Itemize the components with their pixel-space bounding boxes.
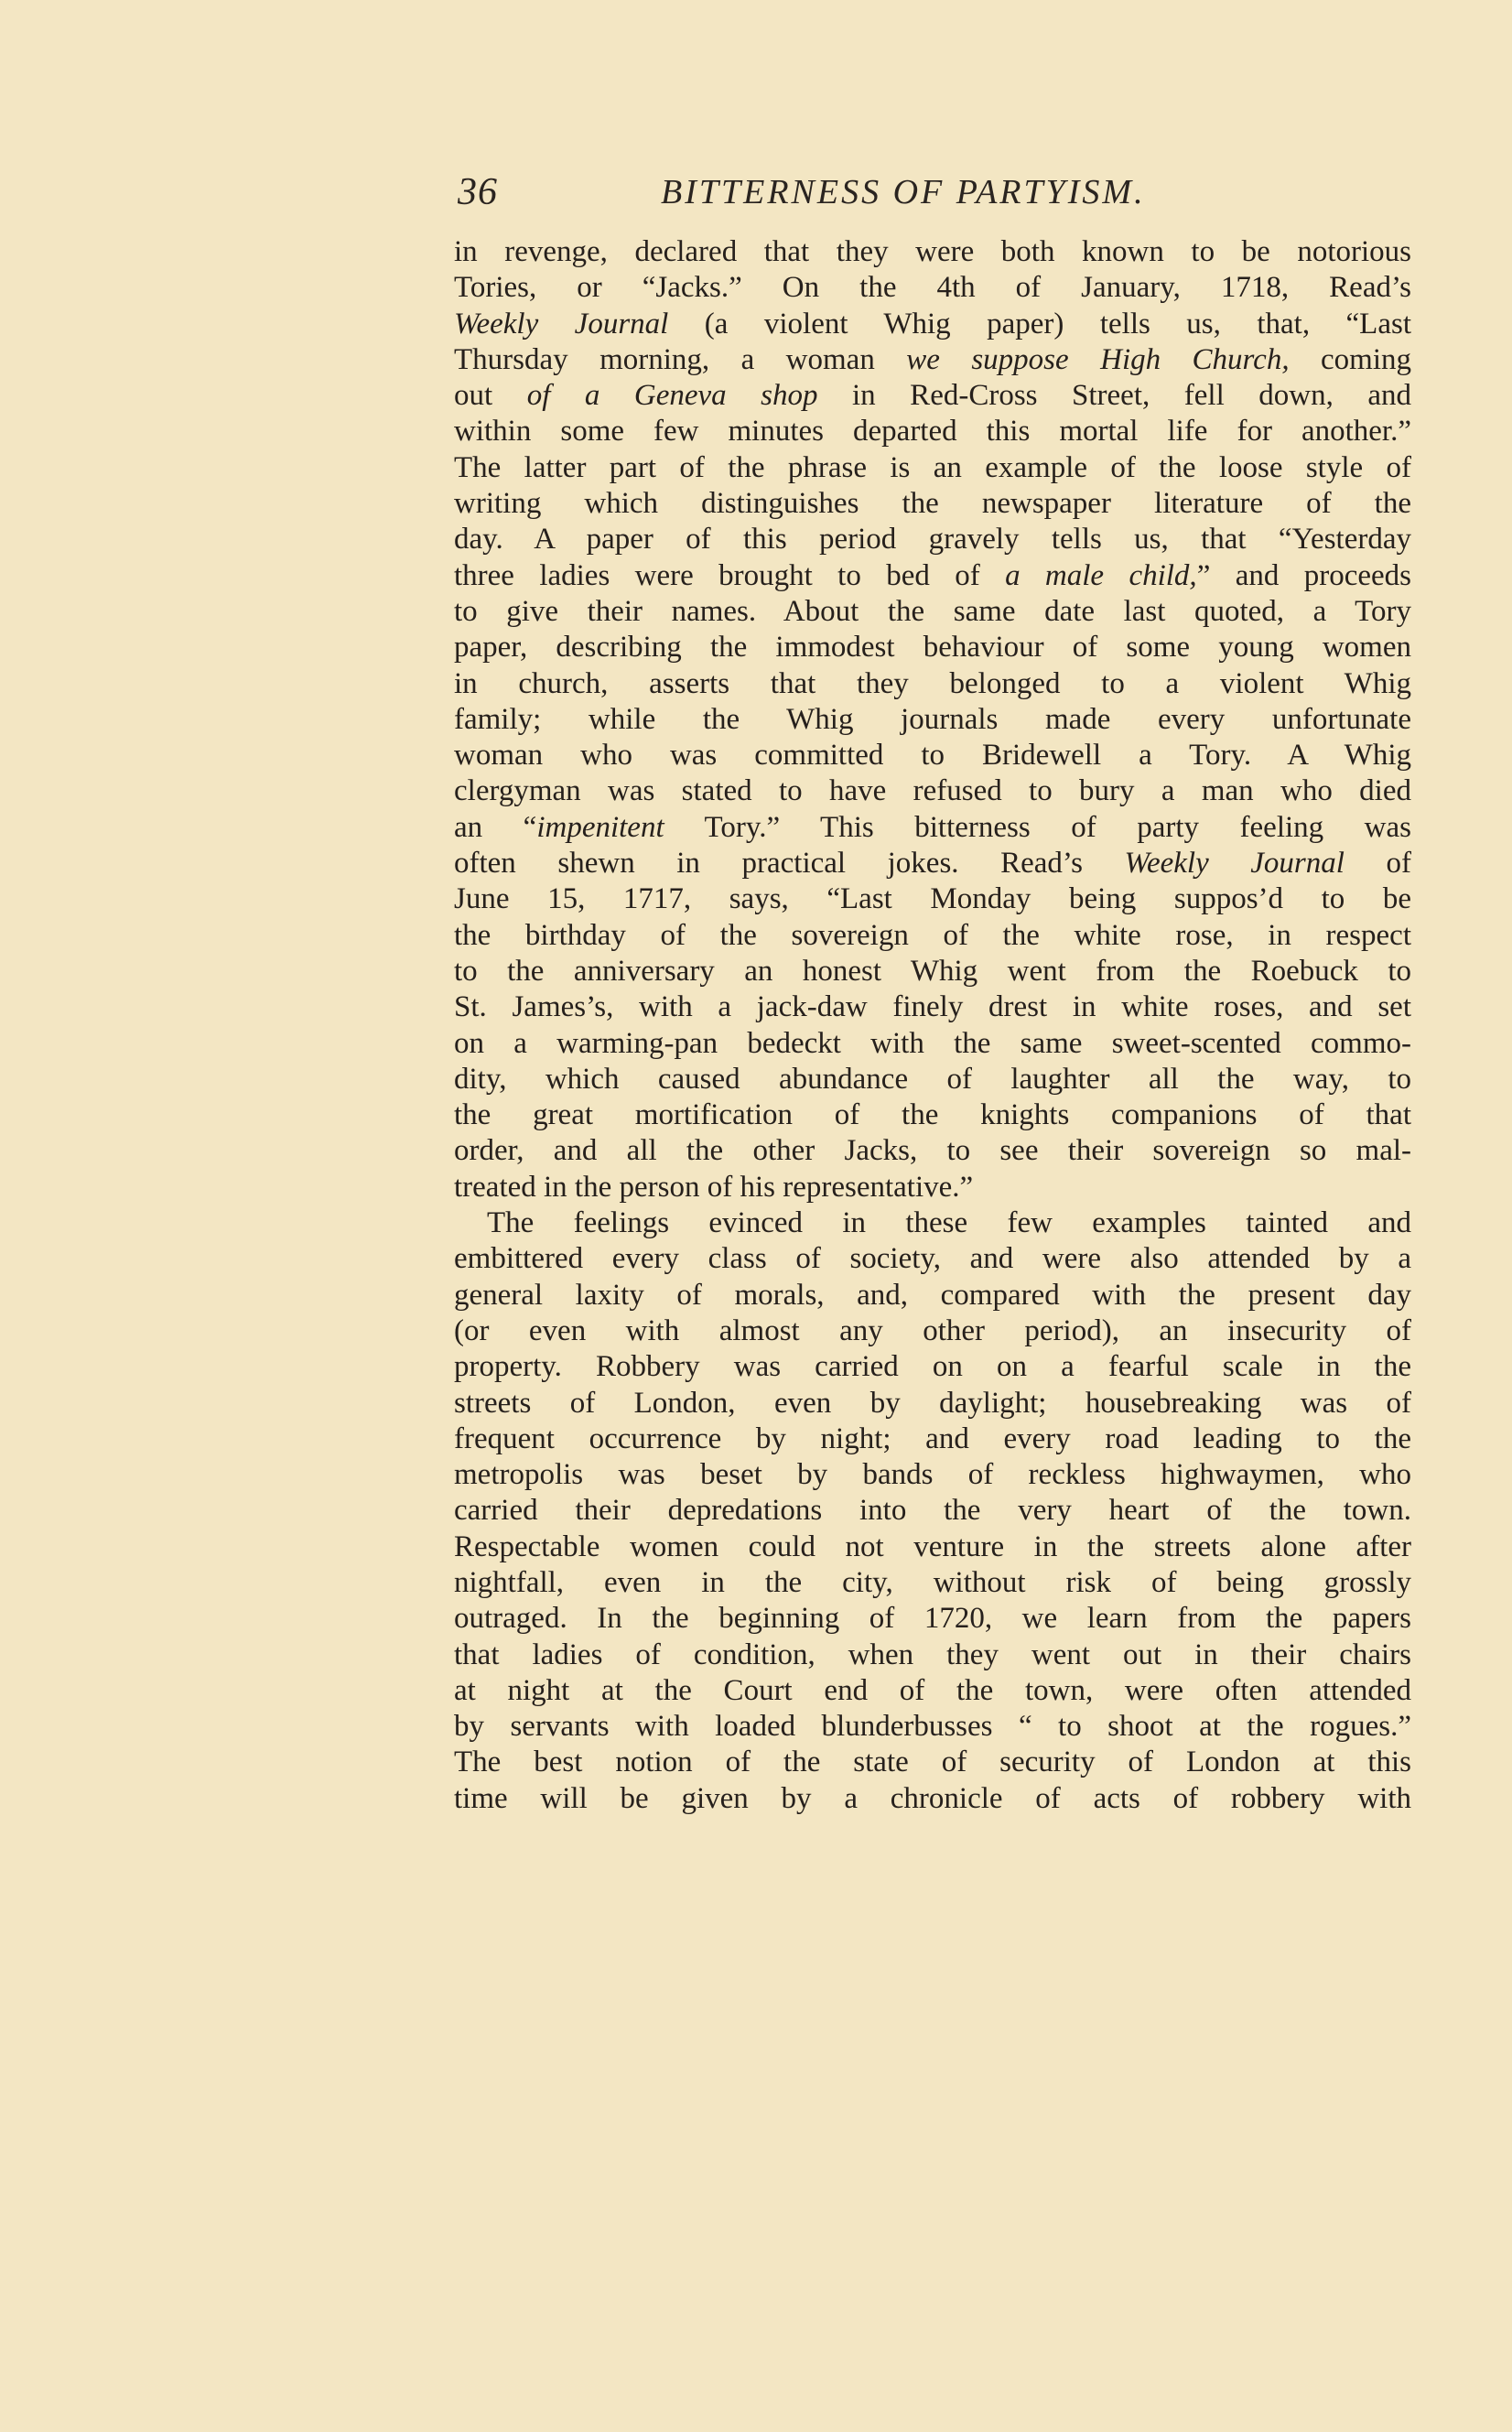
text-segment: out — [454, 379, 527, 413]
text-line — [454, 738, 1411, 773]
text-line — [454, 342, 1411, 378]
text-segment: writing which distinguishes the newspaper literature of the — [454, 487, 1411, 521]
text-line — [454, 1062, 1411, 1097]
text-line — [454, 1781, 1411, 1817]
text-line — [454, 702, 1411, 738]
text-segment: order, and all the other Jacks, to see their sovereign so mal- — [454, 1134, 1411, 1168]
italic-text: Weekly Journal — [1124, 847, 1345, 881]
text-segment: The feelings evinced in these few examples tainted and — [487, 1206, 1411, 1240]
text-line — [454, 666, 1411, 702]
text-segment: Respectable women could not venture in the streets alone after — [454, 1529, 1411, 1563]
body-text — [454, 234, 1411, 1817]
text-line — [454, 1601, 1411, 1637]
text-line — [454, 1026, 1411, 1062]
text-segment: clergyman was stated to have refused to bury a man who died — [454, 774, 1411, 808]
text-line — [454, 954, 1411, 989]
text-segment: time will be given by a chronicle of acts of robbery with — [454, 1781, 1411, 1815]
text-segment: by servants with loaded blunderbusses “ to shoot at the rogues.” — [454, 1710, 1411, 1744]
text-line — [454, 1745, 1411, 1780]
text-line — [454, 414, 1411, 449]
text-line — [454, 1278, 1411, 1313]
page-number: 36 — [458, 171, 498, 213]
italic-text: impenitent — [536, 810, 664, 844]
text-line — [454, 1709, 1411, 1745]
chapter-title: BITTERNESS OF PARTYISM. — [661, 173, 1146, 211]
text-line — [454, 846, 1411, 881]
text-segment: within some few minutes departed this mortal life for another.” — [454, 415, 1411, 449]
text-segment: paper, describing the immodest behaviour of some young women — [454, 631, 1411, 665]
text-segment: St. James’s, with a jack-daw finely drest in white roses, and set — [454, 990, 1411, 1024]
text-segment: of — [1344, 847, 1412, 881]
text-segment: dity, which caused abundance of laughter all the way, to — [454, 1062, 1411, 1096]
text-line — [454, 378, 1411, 414]
text-line — [454, 918, 1411, 954]
text-line — [454, 1097, 1411, 1133]
text-segment: Thursday morning, a woman — [454, 342, 907, 376]
text-segment: in revenge, declared that they were both known to be notorious — [454, 235, 1411, 268]
text-line — [454, 307, 1411, 342]
text-line — [454, 594, 1411, 630]
text-segment: The best notion of the state of security of London at this — [454, 1746, 1411, 1779]
text-segment: embittered every class of society, and were also attended by a — [454, 1242, 1411, 1276]
text-line — [454, 1565, 1411, 1601]
text-segment: The latter part of the phrase is an example of the loose style of — [454, 450, 1411, 484]
text-segment: ” and proceeds — [1196, 558, 1411, 592]
italic-text: a male child, — [1005, 558, 1197, 592]
text-segment: to give their names. About the same date last quoted, a Tory — [454, 594, 1411, 628]
text-line — [454, 773, 1411, 809]
text-segment: nightfall, even in the city, without risk of being grossly — [454, 1565, 1411, 1599]
text-line — [454, 522, 1411, 557]
text-segment: to the anniversary an honest Whig went from the Roebuck to — [454, 954, 1411, 988]
text-line — [454, 881, 1411, 917]
text-segment: family; while the Whig journals made every unfortunate — [454, 702, 1411, 736]
text-line — [454, 486, 1411, 522]
italic-text: we suppose High Church, — [906, 342, 1290, 376]
text-segment: the great mortification of the knights companions of that — [454, 1098, 1411, 1132]
text-segment: general laxity of morals, and, compared with the present day — [454, 1278, 1411, 1312]
text-line — [454, 1241, 1411, 1277]
text-segment: day. A paper of this period gravely tells us, that “Yesterday — [454, 523, 1411, 557]
text-line — [454, 450, 1411, 486]
text-segment: in Red-Cross Street, fell down, and — [817, 379, 1411, 413]
text-line — [454, 558, 1411, 594]
text-segment: Tory.” This bitterness of party feeling was — [664, 810, 1412, 844]
text-line — [454, 810, 1411, 846]
text-segment: (a violent Whig paper) tells us, that, “Last — [668, 307, 1411, 340]
text-line — [454, 1493, 1411, 1529]
text-line — [454, 989, 1411, 1025]
text-segment: woman who was committed to Bridewell a Tory. A Whig — [454, 739, 1411, 773]
text-line — [454, 1457, 1411, 1493]
text-segment: an “ — [454, 810, 537, 844]
italic-text: of a Geneva shop — [526, 379, 818, 413]
text-segment: at night at the Court end of the town, were often attended — [454, 1673, 1411, 1707]
text-segment: outraged. In the beginning of 1720, we learn from the papers — [454, 1602, 1411, 1636]
text-segment: three ladies were brought to bed of — [454, 558, 1006, 592]
text-line — [454, 1313, 1411, 1349]
text-segment: frequent occurrence by night; and every road leading to the — [454, 1421, 1411, 1455]
text-segment: property. Robbery was carried on on a fearful scale in the — [454, 1350, 1411, 1384]
text-line — [454, 1386, 1411, 1421]
text-segment: often shewn in practical jokes. Read’s — [454, 847, 1125, 881]
text-line — [454, 1673, 1411, 1709]
text-line — [454, 270, 1411, 306]
text-segment: treated in the person of his representative.” — [454, 1170, 974, 1204]
text-line — [454, 1638, 1411, 1673]
text-segment: streets of London, even by daylight; housebreaking was of — [454, 1386, 1411, 1420]
text-segment: coming — [1289, 342, 1411, 376]
text-line — [454, 1529, 1411, 1565]
text-segment: (or even with almost any other period), an insecurity of — [454, 1313, 1411, 1347]
text-line — [454, 1421, 1411, 1457]
text-segment: Tories, or “Jacks.” On the 4th of January, 1718, Read’s — [454, 271, 1411, 305]
text-line — [454, 1170, 1411, 1205]
text-segment: on a warming-pan bedeckt with the same sweet-scented commo- — [454, 1026, 1411, 1060]
text-segment: June 15, 1717, says, “Last Monday being suppos’d to be — [454, 882, 1411, 916]
text-line — [454, 1205, 1411, 1241]
text-segment: that ladies of condition, when they went out in their chairs — [454, 1638, 1411, 1671]
text-segment: metropolis was beset by bands of reckless highwaymen, who — [454, 1458, 1411, 1492]
text-line — [454, 234, 1411, 270]
text-line — [454, 1133, 1411, 1169]
italic-text: Weekly Journal — [454, 307, 669, 340]
text-line — [454, 1349, 1411, 1385]
text-segment: in church, asserts that they belonged to a violent Whig — [454, 666, 1411, 700]
text-segment: the birthday of the sovereign of the white rose, in respect — [454, 918, 1411, 952]
text-line — [454, 630, 1411, 665]
text-segment: carried their depredations into the very heart of the town. — [454, 1494, 1411, 1528]
running-head — [458, 170, 1409, 216]
